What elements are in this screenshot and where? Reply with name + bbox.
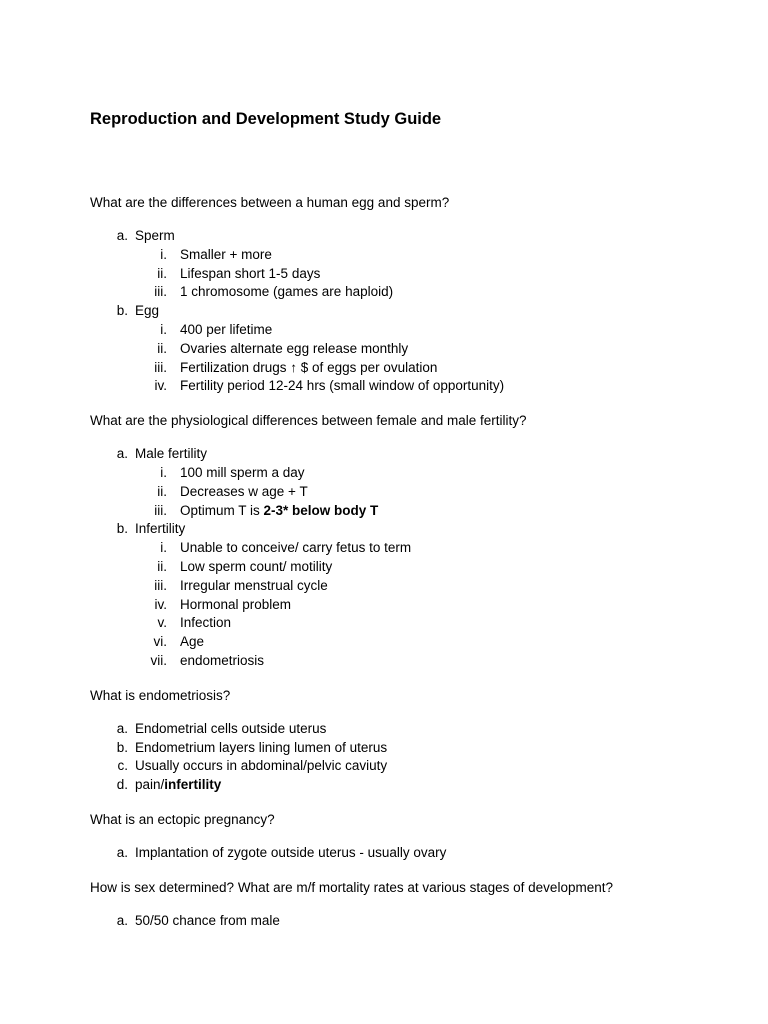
page-title: Reproduction and Development Study Guide — [90, 110, 442, 128]
list-marker: a. — [116, 228, 128, 243]
answer-list — [90, 720, 730, 795]
sub-list-item — [154, 283, 730, 302]
list-marker: iv. — [154, 596, 167, 612]
list-item — [90, 739, 730, 758]
list-item — [90, 844, 730, 863]
sub-list-item — [157, 340, 730, 359]
sub-list-item — [157, 265, 730, 284]
list-item-text: 400 per lifetime — [180, 321, 273, 337]
list-marker: iii. — [154, 359, 167, 375]
list-marker: iii. — [154, 284, 167, 300]
list-marker: a. — [116, 446, 128, 462]
sub-list-item — [160, 539, 730, 558]
question-text: What are the physiological differences between female and male fertility? — [90, 413, 527, 429]
list-item — [90, 445, 730, 464]
list-marker: iii. — [154, 502, 167, 518]
list-item-text: Male fertility — [135, 446, 208, 462]
question-block — [90, 412, 730, 671]
list-item-text: Fertilization drugs ↑ $ of eggs per ovulation — [180, 359, 438, 375]
list-marker: vii. — [150, 652, 167, 668]
list-marker: b. — [116, 739, 128, 755]
list-item-text: Infertility — [135, 521, 186, 537]
sub-list — [150, 539, 730, 671]
list-marker: v. — [157, 615, 167, 631]
sub-list-item — [157, 614, 730, 633]
question-block — [90, 194, 730, 396]
list-item-text: Ovaries alternate egg release monthly — [180, 340, 409, 356]
list-item-text: endometriosis — [180, 652, 265, 668]
question-block — [90, 687, 730, 795]
sub-list-item — [157, 483, 730, 502]
sub-list-item — [160, 321, 730, 340]
list-item-text: Infection — [180, 615, 232, 631]
sub-list-item — [154, 502, 730, 521]
sub-list — [154, 246, 730, 302]
sub-list-item — [154, 359, 730, 378]
bold-emphasis: 2-3* below body T — [263, 502, 379, 518]
list-item-text: 50/50 chance from male — [135, 912, 280, 928]
list-item-text: Egg — [135, 303, 160, 319]
list-item-text: Irregular menstrual cycle — [180, 577, 328, 593]
list-item-text: Low sperm count/ motility — [180, 558, 333, 574]
question-text: What is an ectopic pregnancy? — [90, 811, 275, 827]
list-marker: a. — [116, 912, 128, 928]
list-marker: b. — [116, 303, 128, 319]
document-body — [90, 108, 730, 947]
list-item-text: Decreases w age + T — [180, 483, 308, 499]
list-item-text: Hormonal problem — [180, 596, 292, 612]
list-item — [90, 302, 730, 321]
list-marker: i. — [160, 246, 167, 262]
list-item — [90, 227, 730, 246]
list-marker: i. — [160, 540, 167, 556]
bold-emphasis: infertility — [164, 777, 222, 793]
list-marker: i. — [160, 464, 167, 480]
list-item — [90, 776, 730, 795]
sub-list-item — [154, 577, 730, 596]
sub-list-item — [153, 633, 730, 652]
list-item — [90, 720, 730, 739]
list-marker: c. — [117, 758, 128, 774]
list-item-text: Age — [180, 634, 205, 650]
list-item-text: Smaller + more — [180, 246, 272, 262]
list-marker: d. — [116, 777, 128, 793]
answer-list — [90, 445, 730, 671]
sub-list-item — [157, 558, 730, 577]
sub-list-item — [154, 596, 730, 615]
sub-list-item — [160, 246, 730, 265]
list-marker: ii. — [157, 483, 167, 499]
list-marker: i. — [160, 321, 167, 337]
list-marker: a. — [116, 844, 128, 860]
list-marker: ii. — [157, 558, 167, 574]
list-item-text: Usually occurs in abdominal/pelvic caviuty — [135, 758, 388, 774]
list-item-text: Fertility period 12-24 hrs (small window of opportunity) — [180, 378, 505, 394]
list-item — [90, 520, 730, 539]
list-item — [90, 912, 730, 931]
list-item-text: 1 chromosome (games are haploid) — [180, 284, 394, 300]
sub-list — [154, 464, 730, 520]
sub-list-item — [154, 377, 730, 396]
answer-list — [90, 844, 730, 863]
question-block — [90, 879, 730, 931]
list-item-text: Implantation of zygote outside uterus - usually ovary — [135, 844, 447, 860]
sub-list-item — [160, 464, 730, 483]
list-item-text: Endometrium layers lining lumen of uterus — [135, 739, 388, 755]
list-item-text: Optimum T is — [180, 502, 264, 518]
study-guide-sections — [90, 194, 730, 931]
list-item-text: Lifespan short 1-5 days — [180, 265, 321, 281]
list-marker: b. — [116, 521, 128, 537]
question-text: What is endometriosis? — [90, 687, 231, 703]
list-marker: iv. — [154, 378, 167, 394]
list-item-text: Unable to conceive/ carry fetus to term — [180, 540, 412, 556]
list-marker: ii. — [157, 340, 167, 356]
list-item-text: pain/ — [135, 777, 165, 793]
list-marker: vi. — [153, 634, 167, 650]
question-text: What are the differences between a human egg and sperm? — [90, 195, 450, 210]
question-text: How is sex determined? What are m/f mortality rates at various stages of development? — [90, 879, 613, 895]
question-block — [90, 811, 730, 863]
sub-list — [154, 321, 730, 396]
list-marker: iii. — [154, 577, 167, 593]
answer-list — [90, 227, 730, 396]
list-marker: a. — [116, 720, 128, 736]
answer-list — [90, 912, 730, 931]
list-marker: ii. — [157, 265, 167, 281]
list-item-text: Sperm — [135, 228, 175, 243]
sub-list-item — [150, 652, 730, 671]
list-item-text: Endometrial cells outside uterus — [135, 720, 327, 736]
list-item-text: 100 mill sperm a day — [180, 464, 305, 480]
list-item — [90, 757, 730, 776]
